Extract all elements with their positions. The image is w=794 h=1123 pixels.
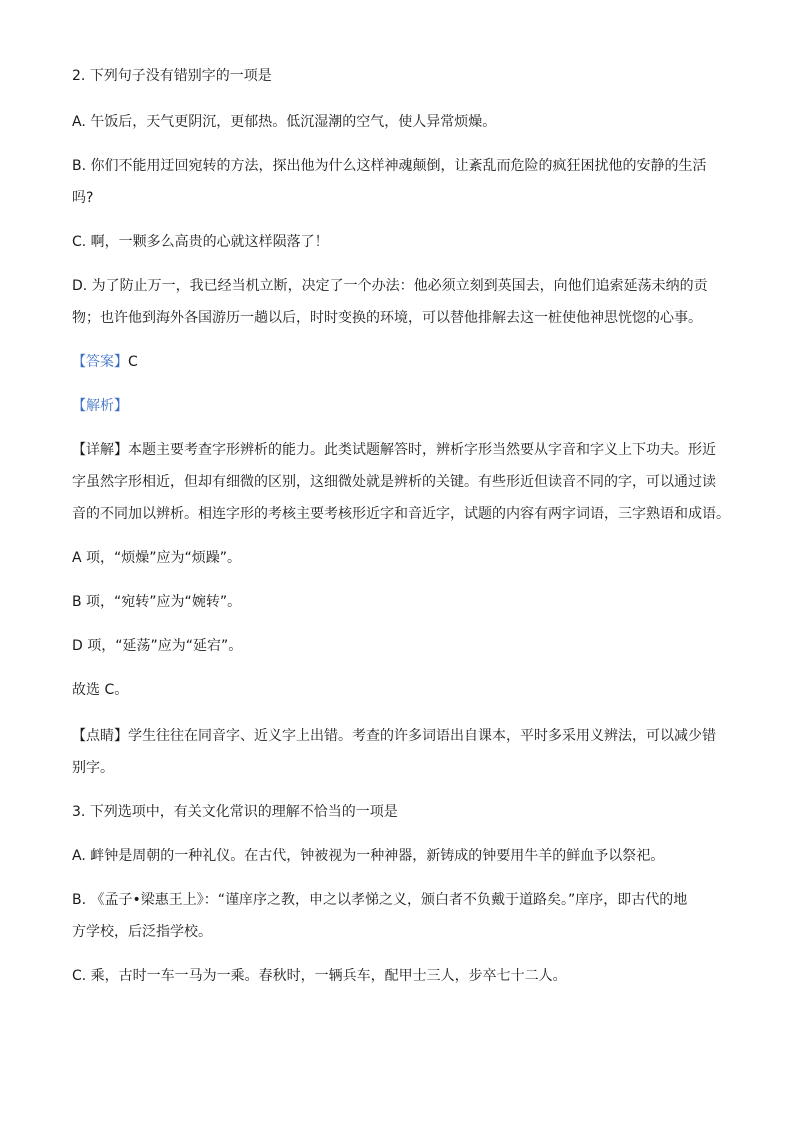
q3-option-a: A. 衅钟是周朝的一种礼仪。在古代，钟被视为一种神器，新铸成的钟要用牛羊的鲜血予以祭祀。 <box>72 848 665 864</box>
answer-value: C <box>128 354 138 370</box>
answer-label: 【答案】 <box>72 354 128 370</box>
tip-label: 【点睛】 <box>72 728 128 744</box>
detail-line2: 字虽然字形相近，但却有细微的区别，这细微处就是辨析的关键。有些形近但读音不同的字，可以通过读 <box>72 474 716 490</box>
q2-option-d-line1: D. 为了防止万一，我已经当机立断，决定了一个办法：他必须立刻到英国去，向他们追索延荡未纳的贡 <box>72 278 708 294</box>
q3-option-b-line1: B. 《孟子•梁惠王上》：“谨庠序之教，申之以孝悌之义，颁白者不负戴于道路矣。”庠序，即古代的地 <box>72 892 688 908</box>
analysis-label: 【解析】 <box>72 398 128 414</box>
detail-item-d: D 项，“延荡”应为“延宕”。 <box>72 638 243 654</box>
tip-line1 <box>72 726 728 746</box>
detail-label: 【详解】 <box>72 442 128 458</box>
detail-line1 <box>72 440 728 460</box>
answer-line <box>72 352 728 372</box>
q2-option-c: C. 啊，一颗多么高贵的心就这样陨落了！ <box>72 234 329 250</box>
detail-text-1: 本题主要考查字形辨析的能力。此类试题解答时，辨析字形当然要从字音和字义上下功夫。形近 <box>128 442 716 458</box>
tip-line2: 别字。 <box>72 760 114 776</box>
q3-option-b-line2: 方学校，后泛指学校。 <box>72 924 212 940</box>
q2-option-a: A. 午饭后，天气更阴沉，更郁热。低沉湿潮的空气，使人异常烦燥。 <box>72 114 497 130</box>
q3-stem: 3. 下列选项中，有关文化常识的理解不恰当的一项是 <box>72 804 398 820</box>
detail-conclusion: 故选 C。 <box>72 682 129 698</box>
tip-text-1: 学生往往在同音字、近义字上出错。考查的许多词语出自课本，平时多采用义辨法，可以减少错 <box>128 728 716 744</box>
q3-option-c: C. 乘，古时一车一马为一乘。春秋时，一辆兵车，配甲士三人，步卒七十二人。 <box>72 968 567 984</box>
q2-stem: 2. 下列句子没有错别字的一项是 <box>72 68 272 84</box>
detail-item-a: A 项，“烦燥”应为“烦躁”。 <box>72 550 242 566</box>
detail-item-b: B 项，“宛转”应为“婉转”。 <box>72 594 242 610</box>
q2-option-b-line2: 吗? <box>72 190 94 206</box>
detail-line3: 音的不同加以辨析。相连字形的考核主要考核形近字和音近字，试题的内容有两字词语，三字熟语和成语。 <box>72 506 730 522</box>
q2-option-b-line1: B. 你们不能用迂回宛转的方法，探出他为什么这样神魂颠倒，让紊乱而危险的疯狂困扰他的安静的生活 <box>72 158 707 174</box>
q2-option-d-line2: 物；也许他到海外各国游历一趟以后，时时变换的环境，可以替他排解去这一桩使他神思恍惚的心事。 <box>72 310 702 326</box>
analysis-line <box>72 396 728 416</box>
